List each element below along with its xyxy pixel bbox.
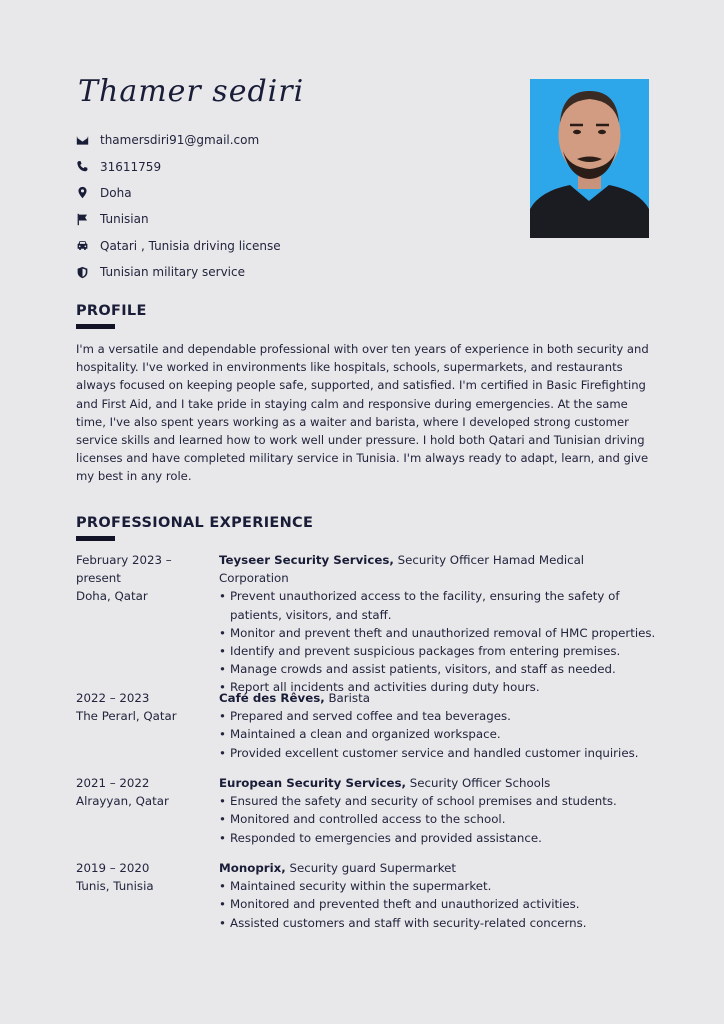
contact-nationality — [76, 206, 281, 232]
phone-text: 31611759 — [100, 159, 162, 174]
experience-meta — [76, 774, 216, 810]
experience-details — [219, 774, 656, 847]
experience-meta — [76, 859, 216, 895]
experience-bullet: • Provided excellent customer service and handled customer inquiries. — [219, 744, 656, 762]
candidate-name: Thamer sediri — [78, 74, 305, 109]
experience-bullets — [219, 707, 656, 762]
experience-bullet: • Ensured the safety and security of school premises and students. — [219, 792, 656, 810]
experience-bullet: • Monitored and controlled access to the school. — [219, 810, 656, 828]
experience-bullets — [219, 792, 656, 847]
experience-role: Security Officer Schools — [406, 776, 551, 790]
experience-bullet: • Monitored and prevented theft and unauthorized activities. — [219, 895, 656, 913]
shield-icon — [76, 266, 89, 279]
experience-meta — [76, 689, 216, 725]
experience-bullet: • Prepared and served coffee and tea beverages. — [219, 707, 656, 725]
experience-title — [219, 859, 656, 877]
experience-bullets — [219, 877, 656, 932]
experience-heading: PROFESSIONAL EXPERIENCE — [76, 515, 314, 531]
profile-photo — [530, 79, 649, 238]
experience-bullet: • Identify and prevent suspicious packages from entering premises. — [219, 642, 656, 660]
profile-summary: I'm a versatile and dependable professional with over ten years of experience in both security and hospitality. I've worked in environments like hospitals, schools, supermarkets, and restaurants always focused on keeping people safe, supported, and satisfied. I'm certified in Basic Firefighting and First Aid, and I take pride in staying calm and responsive during emergencies. At the same time, I've also spent years working as a waiter and barista, where I developed strong customer service skills and learned how to work well under pressure. I hold both Qatari and Tunisian driving licenses and have completed military service in Tunisia. I'm always ready to adapt, learn, and give my best in any role. — [76, 342, 649, 484]
experience-role: Security guard Supermarket — [285, 861, 456, 875]
experience-location: The Perarl, Qatar — [76, 709, 177, 724]
experience-details — [219, 551, 656, 697]
experience-bullet: • Report all incidents and activities during duty hours. — [219, 678, 656, 696]
email-text: thamersdiri91@gmail.com — [100, 133, 260, 148]
experience-bullets — [219, 587, 656, 696]
contact-list — [76, 127, 281, 285]
experience-title — [219, 689, 656, 707]
experience-bullet: • Prevent unauthorized access to the facility, ensuring the safety of patients, visitors, and staff. — [219, 587, 656, 623]
contact-location — [76, 180, 281, 206]
driving-license-text: Qatari , Tunisia driving license — [100, 238, 281, 253]
experience-date: 2021 – 2022 — [76, 776, 150, 790]
experience-bullet: • Maintained a clean and organized workspace. — [219, 725, 656, 743]
envelope-icon — [76, 134, 89, 147]
experience-bullet: • Manage crowds and assist patients, visitors, and staff as needed. — [219, 660, 656, 678]
contact-military-service — [76, 259, 281, 285]
experience-location: Alrayyan, Qatar — [76, 794, 169, 809]
experience-date: 2019 – 2020 — [76, 861, 150, 875]
experience-bullet: • Responded to emergencies and provided assistance. — [219, 829, 656, 847]
experience-title — [219, 774, 656, 792]
flag-icon — [76, 213, 89, 226]
experience-meta — [76, 551, 216, 606]
experience-location: Tunis, Tunisia — [76, 879, 154, 894]
experience-bullet: • Maintained security within the supermarket. — [219, 877, 656, 895]
experience-date: 2022 – 2023 — [76, 691, 150, 705]
experience-role: Barista — [324, 691, 370, 705]
experience-title — [219, 551, 656, 587]
experience-role: Security Officer Hamad Medical Corporation — [219, 553, 585, 586]
experience-organization: Café des Rêves, — [219, 691, 325, 705]
experience-location: Doha, Qatar — [76, 589, 148, 604]
experience-details — [219, 689, 656, 762]
experience-organization: Monoprix, — [219, 861, 286, 875]
phone-icon — [76, 160, 89, 173]
experience-bullet: • Assisted customers and staff with security-related concerns. — [219, 914, 656, 932]
location-text: Doha — [100, 185, 132, 200]
location-pin-icon — [76, 186, 89, 199]
experience-bullet: • Monitor and prevent theft and unauthorized removal of HMC properties. — [219, 624, 656, 642]
experience-heading-underline — [76, 536, 115, 541]
experience-details — [219, 859, 656, 932]
nationality-text: Tunisian — [100, 212, 149, 227]
profile-heading-underline — [76, 324, 115, 329]
experience-date: February 2023 – present — [76, 553, 172, 586]
car-icon — [76, 239, 89, 252]
military-service-text: Tunisian military service — [100, 265, 245, 280]
contact-phone — [76, 153, 281, 179]
profile-heading: PROFILE — [76, 303, 147, 319]
contact-driving-license — [76, 233, 281, 259]
experience-organization: European Security Services, — [219, 776, 407, 790]
experience-organization: Teyseer Security Services, — [219, 553, 394, 567]
contact-email — [76, 127, 281, 153]
